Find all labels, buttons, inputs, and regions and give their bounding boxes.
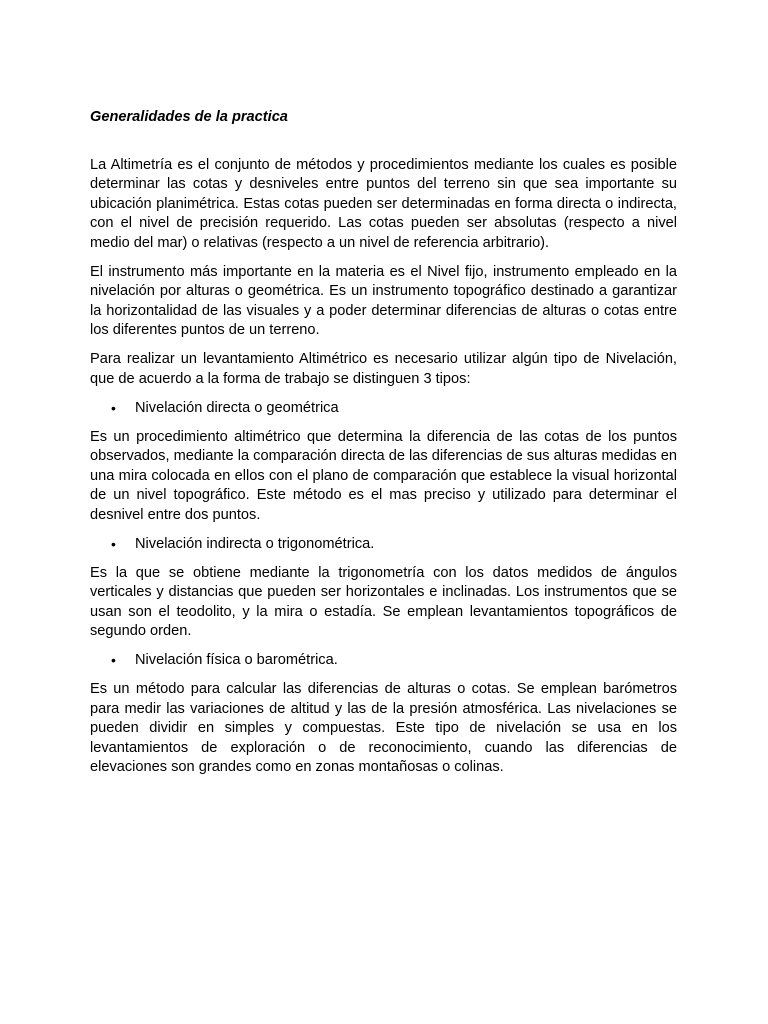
bullet-label: Nivelación directa o geométrica xyxy=(135,399,339,416)
bullet-label: Nivelación indirecta o trigonométrica. xyxy=(135,535,375,552)
bullet-item-nivelacion-fisica xyxy=(90,651,677,671)
intro-paragraph-altimetria: La Altimetría es el conjunto de métodos y procedimientos mediante los cuales es posible determinar las cotas y desniveles entre puntos del terreno sin que sea importante su ubicación planimétrica. Estas cotas pueden ser determinadas en forma directa o indirecta, con el nivel de precisión requerido. Las cotas pueden ser absolutas (respecto a nivel medio del mar) o relativas (respecto a un nivel de referencia arbitrario). xyxy=(90,156,677,251)
bullet-label: Nivelación física o barométrica. xyxy=(135,652,338,668)
bullet-icon: • xyxy=(111,399,116,416)
bullet-item-nivelacion-indirecta xyxy=(90,535,677,555)
bullet-icon: • xyxy=(111,652,116,668)
section-paragraph-fisica: Es un método para calcular las diferencias de alturas o cotas. Se emplean barómetros para medir las variaciones de altitud y las de la presión atmosférica. Las nivelaciones se pueden dividir en simples y compuestas. Este tipo de nivelación se usa en los levantamientos de exploración o de reconocimiento, cuando las diferencias de elevaciones son grandes como en zonas montañosas o colinas. xyxy=(90,681,677,775)
bullet-item-nivelacion-directa xyxy=(90,399,677,419)
section-paragraph-indirecta: Es la que se obtiene mediante la trigonometría con los datos medidos de ángulos verticales y distancias que pueden ser horizontales e inclinadas. Los instrumentos que se usan son el teodolito, y la mira o estadía. Se emplean levantamientos topográficos de segundo orden. xyxy=(90,564,677,639)
section-paragraph-directa: Es un procedimiento altimétrico que determina la diferencia de las cotas de los puntos observados, mediante la comparación directa de las diferencias de sus alturas medidas en una mira colocada en ellos con el plano de comparación que establece la visual horizontal de un nivel topográfico. Este método es el mas preciso y utilizado para determinar el desnivel entre dos puntos. xyxy=(90,428,677,523)
intro-paragraph-nivel-fijo: El instrumento más importante en la materia es el Nivel fijo, instrumento empleado en la nivelación por alturas o geométrica. Es un instrumento topográfico destinado a garantizar la horizontalidad de las visuales y a poder determinar diferencias de alturas o cotas entre los diferentes puntos de un terreno. xyxy=(90,263,677,338)
document-title: Generalidades de la practica xyxy=(90,109,288,125)
bullet-icon: • xyxy=(111,535,116,552)
intro-paragraph-tipos: Para realizar un levantamiento Altimétrico es necesario utilizar algún tipo de Nivelación, que de acuerdo a la forma de trabajo se distinguen 3 tipos: xyxy=(90,351,677,387)
